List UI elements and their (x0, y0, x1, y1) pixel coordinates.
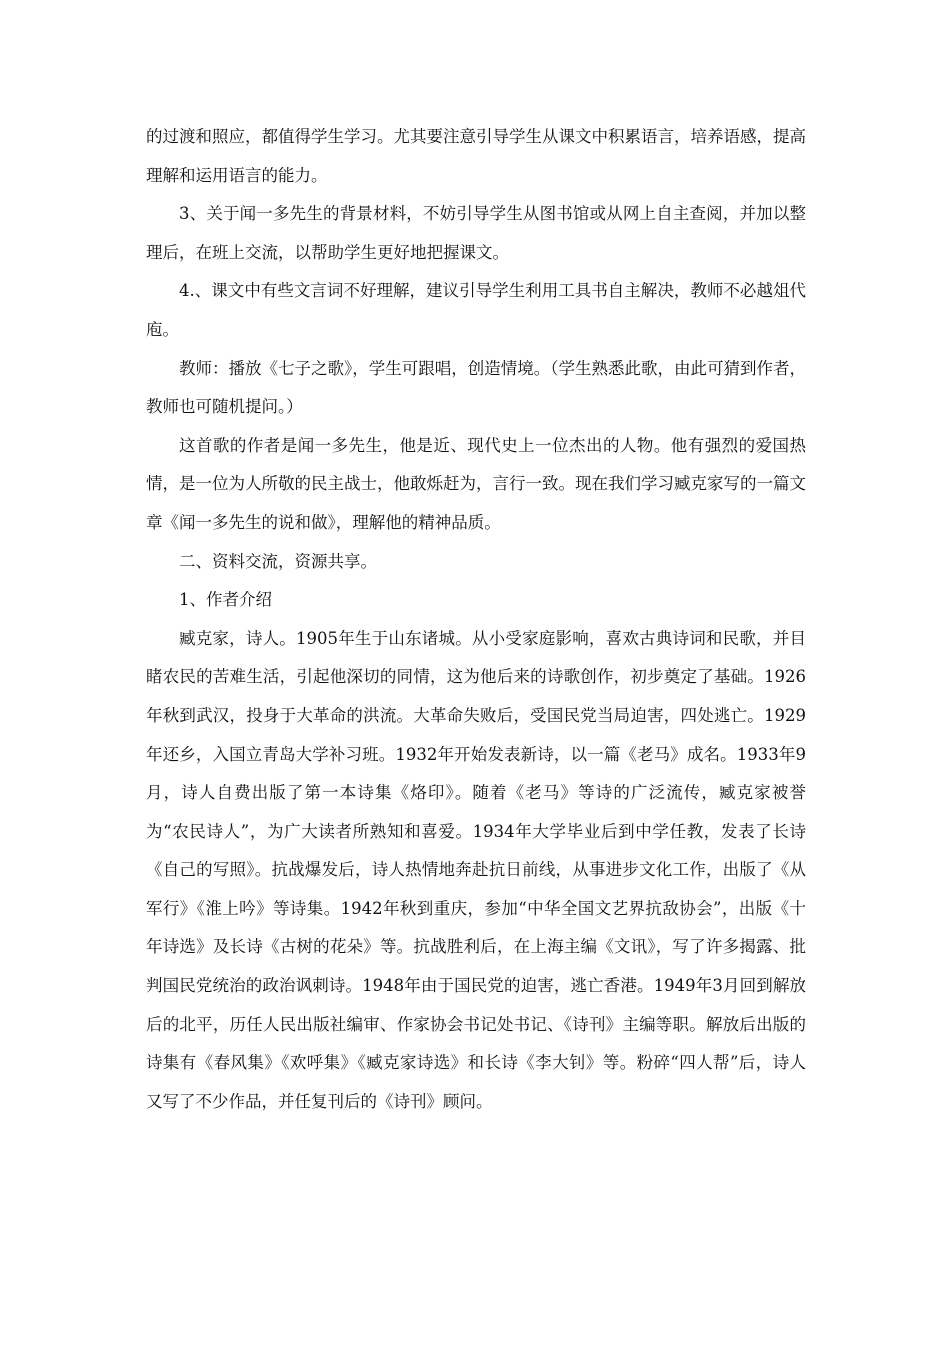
paragraph-author-bio: 臧克家，诗人。1905年生于山东诸城。从小受家庭影响，喜欢古典诗词和民歌，并目睹农民的苦难生活，引起他深切的同情，这为他后来的诗歌创作，初步奠定了基础。1926年秋到武汉，投身于大革命的洪流。大革命失败后，受国民党当局迫害，四处逃亡。1929年还乡，入国立青岛大学补习班。1932年开始发表新诗，以一篇《老马》成名。1933年9月，诗人自费出版了第一本诗集《烙印》。随着《老马》等诗的广泛流传，臧克家被誉为“农民诗人”，为广大读者所熟知和喜爱。1934年大学毕业后到中学任教，发表了长诗《自己的写照》。抗战爆发后，诗人热情地奔赴抗日前线，从事进步文化工作，出版了《从军行》《淮上吟》等诗集。1942年秋到重庆，参加“中华全国文艺界抗敌协会”，出版《十年诗选》及长诗《古树的花朵》等。抗战胜利后，在上海主编《文讯》，写了许多揭露、批判国民党统治的政治讽刺诗。1948年由于国民党的迫害，逃亡香港。1949年3月回到解放后的北平，历任人民出版社编审、作家协会书记处书记、《诗刊》主编等职。解放后出版的诗集有《春风集》《欢呼集》《臧克家诗选》和长诗《李大钊》等。粉碎“四人帮”后，诗人又写了不少作品，并任复刊后的《诗刊》顾问。 (146, 628, 806, 1111)
paragraph-item-3: 3、关于闻一多先生的背景材料，不妨引导学生从图书馆或从网上自主查阅，并加以整理后，在班上交流，以帮助学生更好地把握课文。 (146, 204, 806, 262)
subheading-author-intro: 1、作者介绍 (179, 590, 272, 610)
paragraph-item-4: 4.、课文中有些文言词不好理解，建议引导学生利用工具书自主解决，教师不必越俎代庖。 (146, 281, 806, 339)
section-heading-materials: 二、资料交流，资源共享。 (179, 551, 377, 571)
paragraph-teacher-activity: 教师：播放《七子之歌》，学生可跟唱，创造情境。（学生熟悉此歌，由此可猜到作者，教师也可随机提问。） (146, 358, 806, 417)
paragraph-continuation: 的过渡和照应，都值得学生学习。尤其要注意引导学生从课文中积累语言，培养语感，提高理解和运用语言的能力。 (146, 127, 806, 185)
paragraph-introduction: 这首歌的作者是闻一多先生，他是近、现代史上一位杰出的人物。他有强烈的爱国热情，是一位为人所敬的民主战士，他敢烁赶为，言行一致。现在我们学习臧克家写的一篇文章《闻一多先生的说和做》，理解他的精神品质。 (146, 435, 806, 532)
document-body (146, 118, 806, 1121)
